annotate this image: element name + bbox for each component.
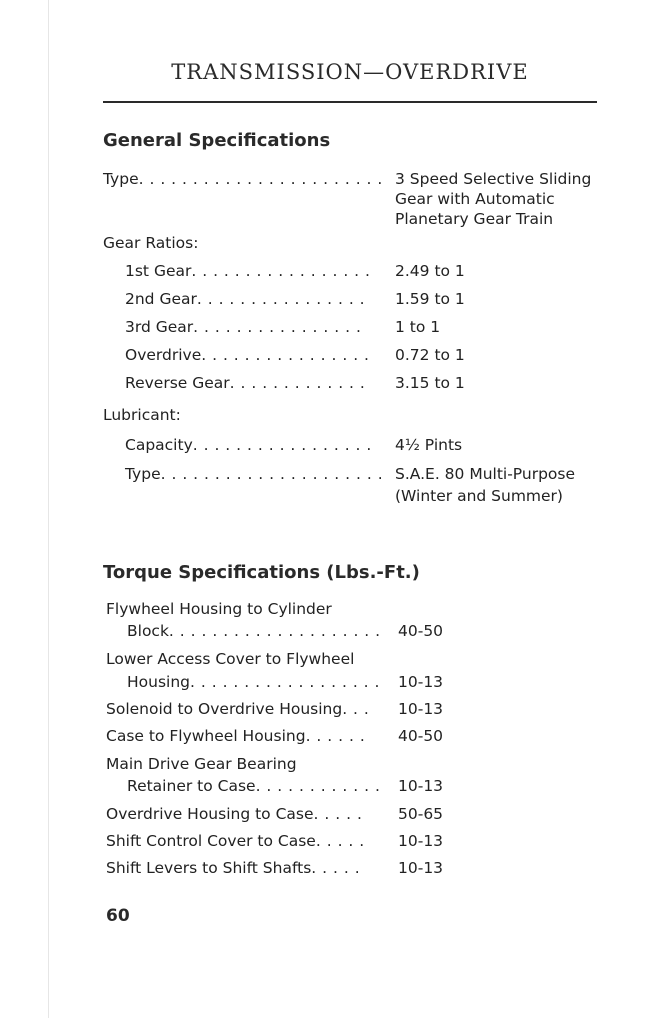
spec-label: Reverse Gear bbox=[125, 374, 230, 392]
spec-value: S.A.E. 80 Multi-Purpose bbox=[395, 465, 576, 483]
torque-label: Retainer to Case bbox=[127, 777, 256, 795]
dot-leader bbox=[169, 622, 383, 640]
dot-leader bbox=[316, 832, 364, 850]
spec-label: Capacity bbox=[125, 436, 193, 454]
spec-row-capacity bbox=[125, 436, 375, 454]
gear-ratio-row bbox=[125, 262, 374, 280]
dot-leader bbox=[314, 805, 362, 823]
spec-label: 2nd Gear bbox=[125, 290, 197, 308]
spec-label: 3rd Gear bbox=[125, 318, 194, 336]
torque-value: 10-13 bbox=[398, 777, 444, 795]
torque-row bbox=[106, 700, 370, 718]
dot-leader bbox=[230, 374, 365, 392]
dot-leader bbox=[190, 673, 378, 691]
torque-row bbox=[106, 832, 364, 850]
torque-row bbox=[127, 622, 383, 640]
spec-value: 1 to 1 bbox=[395, 318, 441, 336]
torque-label: Shift Levers to Shift Shafts bbox=[106, 859, 312, 877]
gear-ratio-row bbox=[125, 318, 365, 336]
dot-leader bbox=[193, 318, 365, 336]
spec-label: Type bbox=[103, 170, 139, 188]
spec-value: Gear with Automatic bbox=[395, 190, 555, 208]
spec-value: 1.59 to 1 bbox=[395, 290, 465, 308]
torque-row-line1: Flywheel Housing to Cylinder bbox=[106, 600, 332, 618]
torque-label: Shift Control Cover to Case bbox=[106, 832, 316, 850]
spec-label: 1st Gear bbox=[125, 262, 192, 280]
dot-leader bbox=[201, 346, 369, 364]
dot-leader bbox=[306, 727, 372, 745]
lubricant-label: Lubricant: bbox=[103, 406, 181, 424]
gear-ratio-row bbox=[125, 346, 369, 364]
general-specs-heading: General Specifications bbox=[103, 130, 331, 151]
gear-ratios-label: Gear Ratios: bbox=[103, 234, 199, 252]
torque-value: 10-13 bbox=[398, 673, 444, 691]
torque-value: 40-50 bbox=[398, 622, 444, 640]
page-edge bbox=[48, 0, 49, 1018]
title-rule bbox=[103, 101, 597, 103]
dot-leader bbox=[191, 262, 374, 280]
page-number: 60 bbox=[106, 906, 130, 926]
spec-label: Overdrive bbox=[125, 346, 202, 364]
torque-row bbox=[106, 805, 362, 823]
spec-value: (Winter and Summer) bbox=[395, 487, 563, 505]
torque-value: 10-13 bbox=[398, 859, 444, 877]
spec-value: 0.72 to 1 bbox=[395, 346, 465, 364]
torque-row bbox=[127, 777, 380, 795]
torque-label: Case to Flywheel Housing bbox=[106, 727, 306, 745]
dot-leader bbox=[139, 170, 384, 188]
torque-label: Block bbox=[127, 622, 169, 640]
spec-value: 4½ Pints bbox=[395, 436, 463, 454]
torque-row bbox=[127, 673, 378, 691]
dot-leader bbox=[256, 777, 380, 795]
torque-row bbox=[106, 859, 359, 877]
dot-leader bbox=[161, 465, 381, 483]
torque-label: Housing bbox=[127, 673, 191, 691]
torque-label: Overdrive Housing to Case bbox=[106, 805, 314, 823]
torque-row bbox=[106, 727, 372, 745]
spec-label: Type bbox=[125, 465, 161, 483]
torque-row-line1: Lower Access Cover to Flywheel bbox=[106, 650, 355, 668]
torque-row-line1: Main Drive Gear Bearing bbox=[106, 755, 297, 773]
torque-value: 40-50 bbox=[398, 727, 444, 745]
gear-ratio-row bbox=[125, 290, 369, 308]
gear-ratio-row bbox=[125, 374, 365, 392]
dot-leader bbox=[311, 859, 359, 877]
spec-value: Planetary Gear Train bbox=[395, 210, 554, 228]
spec-row-type bbox=[103, 170, 384, 188]
spec-row-lube-type bbox=[125, 465, 381, 483]
torque-value: 50-65 bbox=[398, 805, 444, 823]
dot-leader bbox=[342, 700, 370, 718]
torque-value: 10-13 bbox=[398, 700, 444, 718]
torque-label: Solenoid to Overdrive Housing bbox=[106, 700, 343, 718]
spec-value: 3 Speed Selective Sliding bbox=[395, 170, 592, 188]
spec-value: 3.15 to 1 bbox=[395, 374, 465, 392]
dot-leader bbox=[193, 436, 375, 454]
torque-value: 10-13 bbox=[398, 832, 444, 850]
spec-value: 2.49 to 1 bbox=[395, 262, 465, 280]
dot-leader bbox=[197, 290, 369, 308]
torque-specs-heading: Torque Specifications (Lbs.-Ft.) bbox=[103, 562, 420, 583]
page-title: TRANSMISSION—OVERDRIVE bbox=[171, 60, 529, 84]
